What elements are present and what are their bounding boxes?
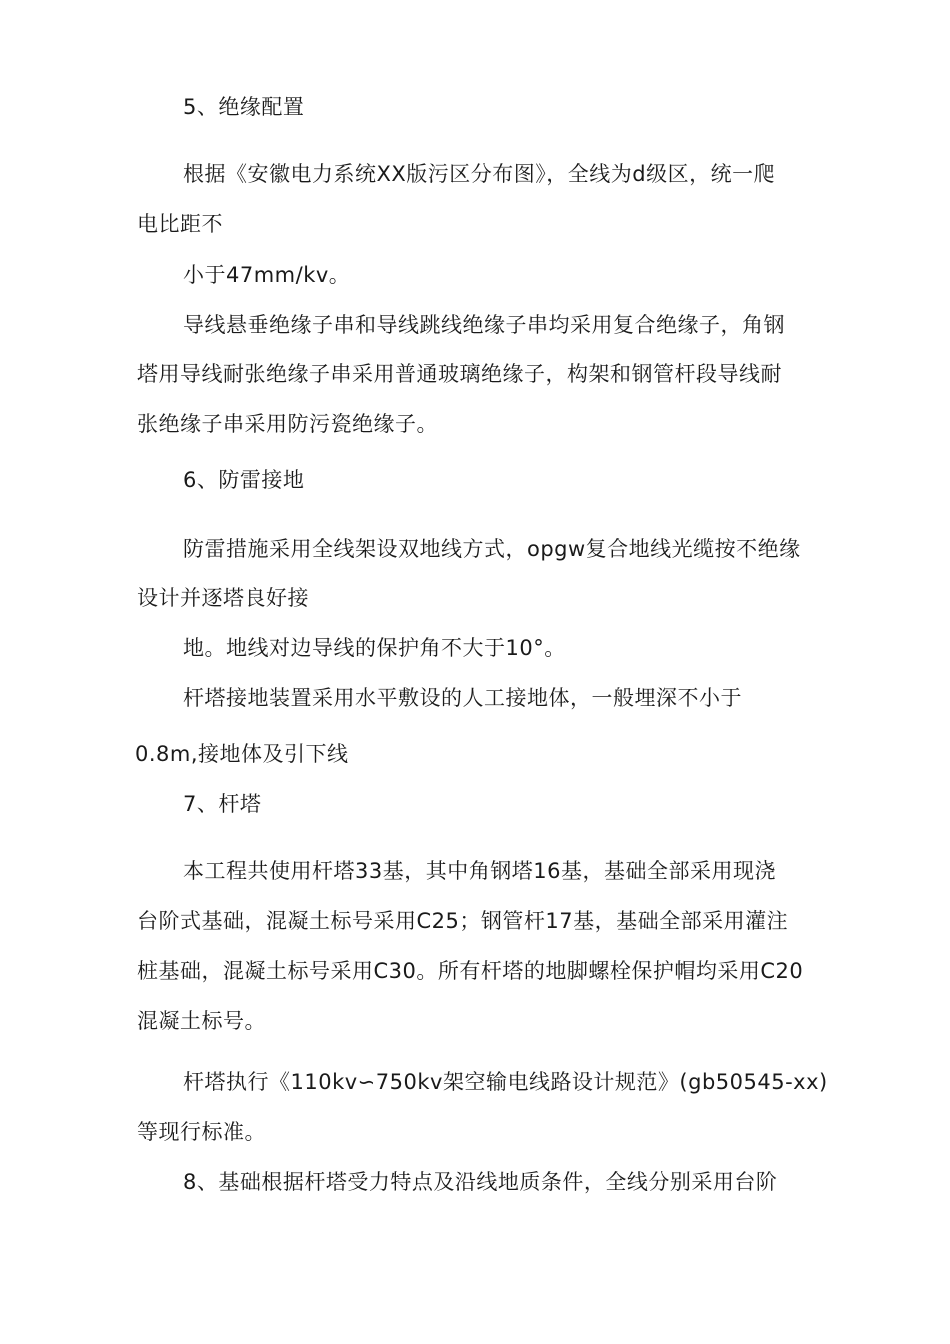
paragraph-line: 地。地线对边导线的保护角不大于10°。 (183, 636, 566, 660)
paragraph-line: 导线悬垂绝缘子串和导线跳线绝缘子串均采用复合绝缘子，角钢 (183, 313, 785, 337)
paragraph-line: 混凝土标号。 (137, 1009, 266, 1033)
heading-insulation: 5、绝缘配置 (183, 95, 305, 119)
paragraph-line: 根据《安徽电力系统XX版污区分布图》，全线为d级区，统一爬 (183, 162, 776, 186)
paragraph-line: 张绝缘子串采用防污瓷绝缘子。 (137, 412, 438, 436)
paragraph-line-foundation: 8、基础根据杆塔受力特点及沿线地质条件，全线分别采用台阶 (183, 1170, 778, 1194)
paragraph-line: 杆塔执行《110kv∽750kv架空输电线路设计规范》(gb50545-xx) (183, 1070, 828, 1094)
heading-towers: 7、杆塔 (183, 792, 262, 816)
paragraph-line: 台阶式基础，混凝土标号采用C25；钢管杆17基，基础全部采用灌注 (137, 909, 789, 933)
paragraph-line: 本工程共使用杆塔33基，其中角钢塔16基，基础全部采用现浇 (183, 859, 776, 883)
paragraph-line: 设计并逐塔良好接 (137, 586, 309, 610)
paragraph-line: 电比距不 (137, 212, 223, 236)
paragraph-line: 杆塔接地装置采用水平敷设的人工接地体，一般埋深不小于 (183, 686, 742, 710)
paragraph-line: 等现行标准。 (137, 1120, 266, 1144)
paragraph-line: 桩基础，混凝土标号采用C30。所有杆塔的地脚螺栓保护帽均采用C20 (137, 959, 804, 983)
paragraph-line: 0.8m,接地体及引下线 (135, 742, 349, 766)
paragraph-line: 防雷措施采用全线架设双地线方式，opgw复合地线光缆按不绝缘 (183, 537, 801, 561)
heading-lightning-grounding: 6、防雷接地 (183, 468, 305, 492)
paragraph-line: 小于47mm/kv。 (183, 263, 351, 287)
paragraph-line: 塔用导线耐张绝缘子串采用普通玻璃绝缘子，构架和钢管杆段导线耐 (137, 362, 782, 386)
